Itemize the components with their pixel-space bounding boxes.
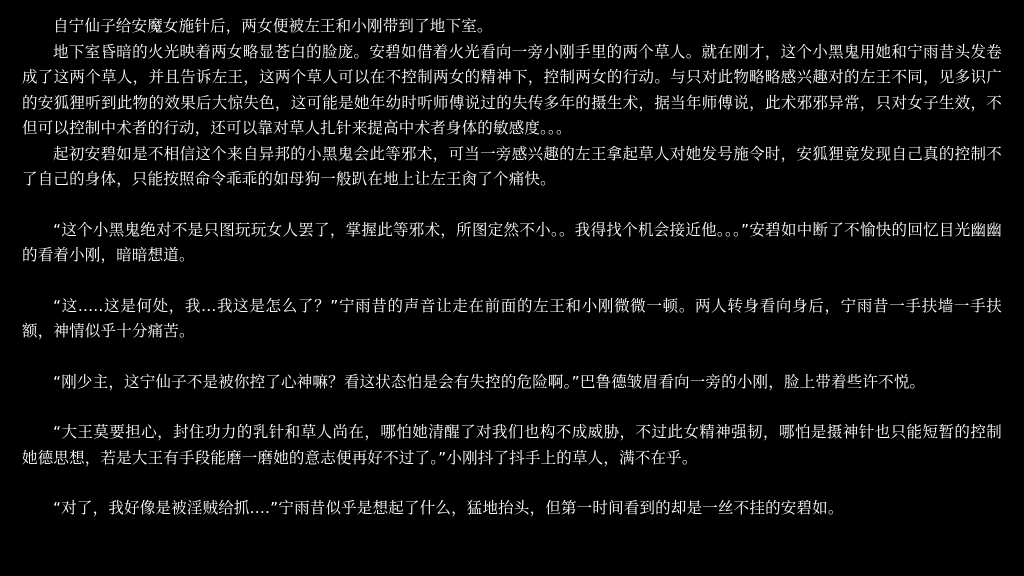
paragraph-spacer	[22, 193, 1002, 218]
paragraph: “对了，我好像是被淫贼给抓....”宁雨昔似乎是想起了什么，猛地抬头，但第一时间看到的却是一丝不挂的安碧如。	[53, 499, 844, 517]
paragraph: 地下室昏暗的火光映着两女略显苍白的脸庞。安碧如借着火光看向一旁小刚手里的两个草人。就在刚才，这个小黑鬼用她和宁雨昔头发卷成了这两个草人，并且告诉左王，这两个草人可以在不控制两女的精神下，控制两女的行动。与只对此物略略感兴趣对的左王不同，见多识广的安狐狸听到此物的效果后大惊失色，这可能是她年幼时听师傅说过的失传多年的摄生术，据当年师傅说，此术邪邪异常，只对女子生效，不但可以控制中术者的行动，还可以靠对草人扎针来提高中术者身体的敏感度。。。	[22, 42, 1002, 137]
paragraph-spacer	[22, 395, 1002, 420]
paragraph: “刚少主，这宁仙子不是被你控了心神嘛？看这状态怕是会有失控的危险啊。”巴鲁德皱眉看向一旁的小刚，脸上带着些许不悦。	[53, 372, 926, 391]
paragraph: 自宁仙子给安魔女施针后，两女便被左王和小刚带到了地下室。	[53, 17, 493, 35]
paragraph-spacer	[22, 345, 1002, 370]
paragraph: “大王莫要担心，封住功力的乳针和草人尚在，哪怕她清醒了对我们也构不成威胁，不过此女精神强韧，哪怕是摄神针也只能短暂的控制她德思想，若是大王有手段能磨一磨她的意志便再好不过了。”小刚抖了抖手上的草人，满不在乎。	[22, 423, 1002, 467]
paragraph: “这个小黑鬼绝对不是只图玩玩女人罢了，掌握此等邪术，所图定然不小。。我得找个机会接近他。。。”安碧如中断了不愉快的回忆目光幽幽的看着小刚，暗暗想道。	[22, 220, 1002, 264]
paragraph-spacer	[22, 269, 1002, 294]
paragraph: 起初安碧如是不相信这个来自异邦的小黑鬼会此等邪术，可当一旁感兴趣的左王拿起草人对她发号施令时，安狐狸竟发现自己真的控制不了自己的身体，只能按照命令乖乖的如母狗一般趴在地上让左王肏了个痛快。	[22, 144, 1002, 188]
paragraph: “这.....这是何处，我...我这是怎么了？”宁雨昔的声音让走在前面的左王和小刚微微一顿。两人转身看向身后，宁雨昔一手扶墙一手扶额，神情似乎十分痛苦。	[22, 296, 1002, 340]
paragraph-spacer	[22, 471, 1002, 496]
